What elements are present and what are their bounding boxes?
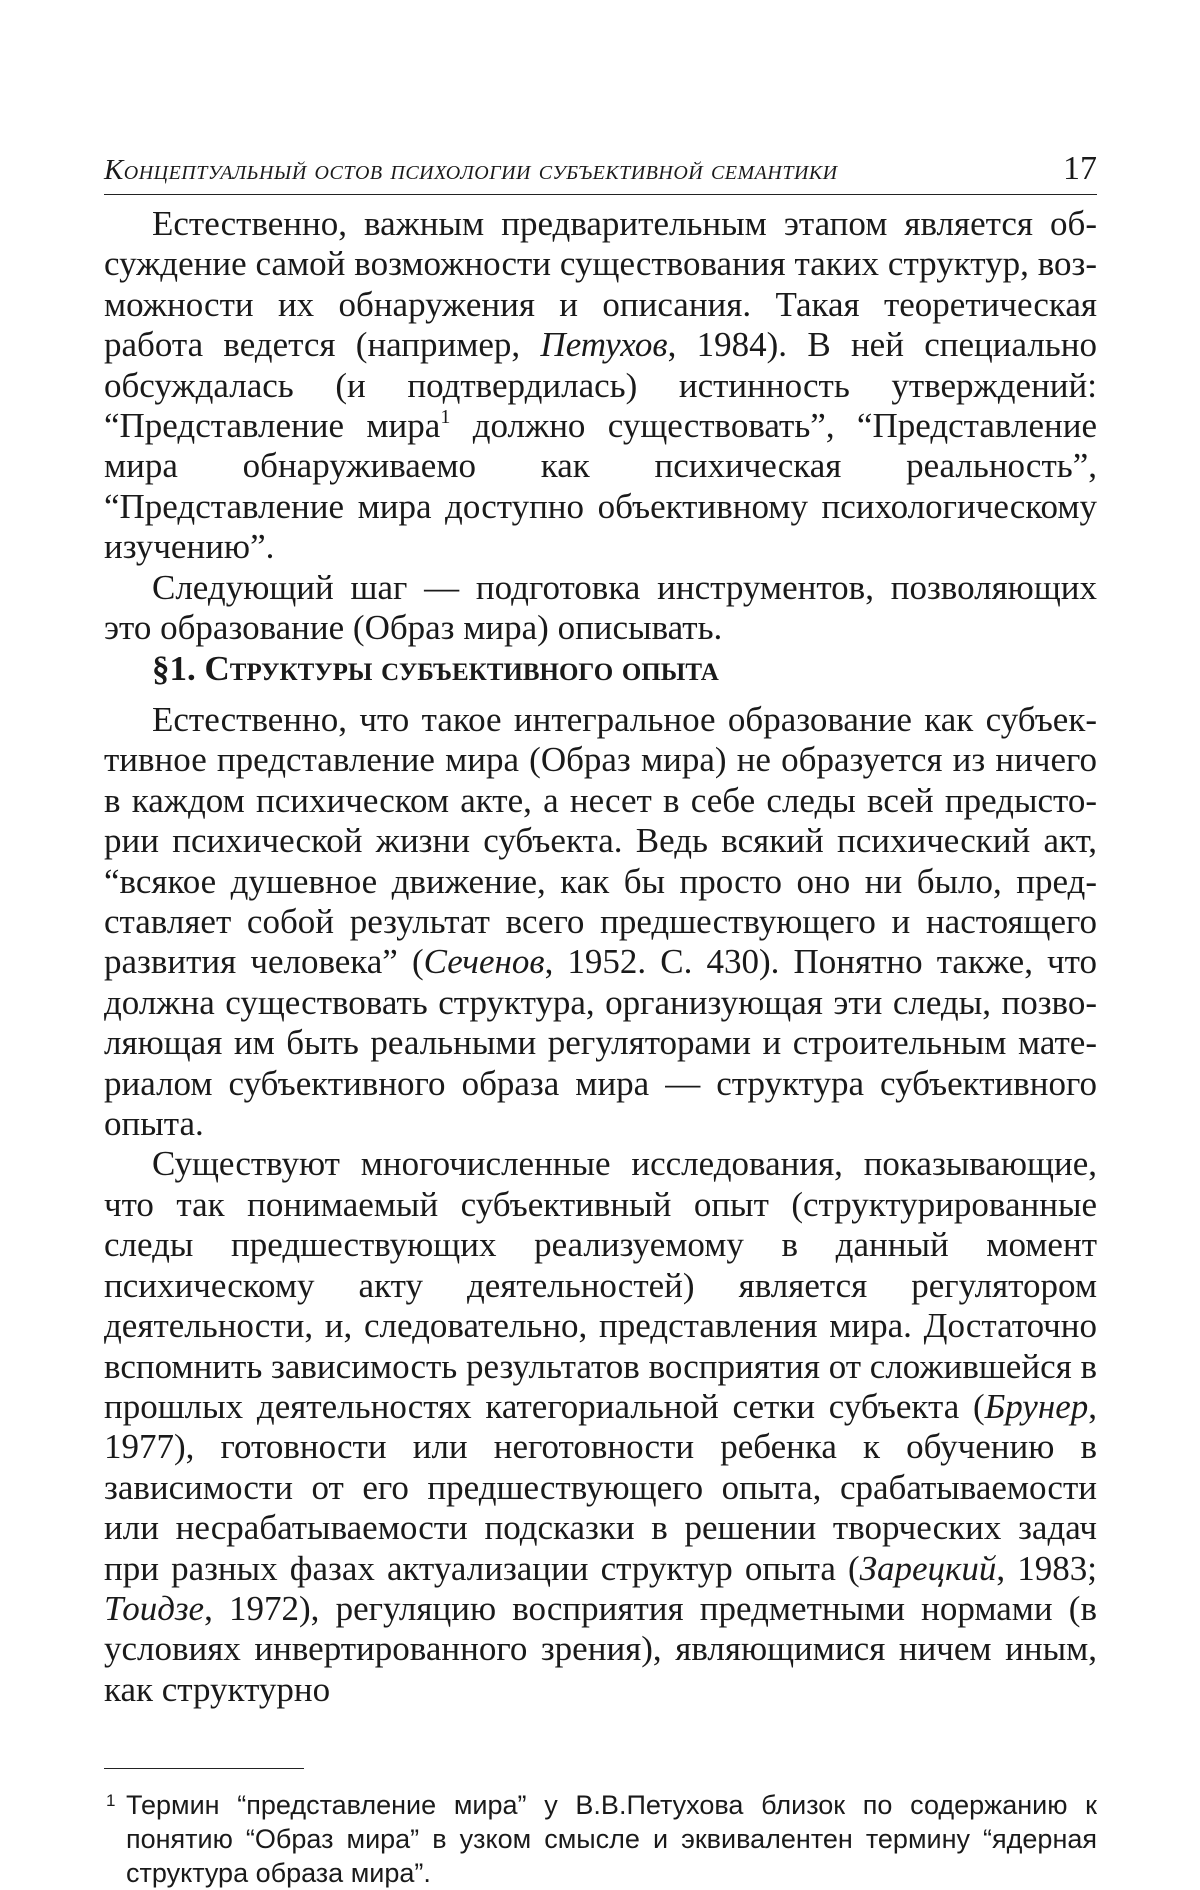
footnote-reference[interactable]: 1 [440,406,451,429]
text-run: , 1972), регуляцию восприятия предметными нормами (в условиях инвертированного зрения), являющимися ничем иным, как структурно [104,1588,1097,1709]
paragraph [104,204,1097,568]
text-run: , 1983; [996,1548,1097,1588]
footnote-divider [104,1768,304,1769]
paragraph [104,1144,1097,1710]
text-run: должно существовать”, “Представление мира обнаруживаемо как психическая реальность”, “Представление мира доступно объективному психологическому изучению”. [104,406,1097,567]
section-text [104,700,1097,1710]
intro-text [104,204,1097,648]
text-run: Существуют многочисленные исследования, показывающие, что так понимаемый субъективный опыт (структурированные следы предшествующих реализуемому в данный момент психическому акту деятельностей) является регулятором деятельности, и, следовательно, представления мира. Достаточно вспомнить зависимость результатов восприятия от сложившейся в прошлых деятельностях категориальной сетки субъекта ( [104,1144,1097,1426]
paragraph: Следующий шаг — подготовка инструментов, позволяющих это образование (Образ мира) описывать. [104,567,1097,648]
page-number: 17 [1063,150,1097,187]
author-citation: Зарецкий [859,1548,997,1588]
footnote-text: Термин “представление мира” у В.В.Петухова близок по содержанию к понятию “Образ мира” в узком смысле и эквивалентен термину “ядерная структура образа мира”. [126,1790,1097,1888]
author-citation: Тоидзе [104,1588,205,1628]
text-run: Естественно, важным предварительным этапом является обсуждение самой возможности существования таких структур, возможности их обнаружения и описания. Такая теоретическая работа ведется (например, [104,204,1097,365]
running-title: Концептуальный остов психологии субъективной семантики [104,154,838,186]
author-citation: Петухов [540,325,668,365]
author-citation: Сеченов [423,942,545,982]
footnote-marker: 1 [106,1791,116,1810]
paragraph [104,700,1097,1144]
section-heading: §1. Структуры субъективного опыта [152,649,719,688]
text-run: , 1984). В ней специально обсуждалась (и подтвердилась) истинность утверждений: “Представление мира [104,325,1097,446]
footnote [104,1788,1097,1890]
author-citation: Брунер [984,1386,1089,1426]
text-run: Естественно, что такое интегральное образование как субъективное представление мира (Образ мира) не образуется из ничего в каждом психическом акте, а несет в себе следы всей предыстории психической жизни субъекта. Ведь всякий психический акт, “всякое душевное движение, как бы просто оно ни было, представляет собой результат всего предшествующего и настоящего развития человека” ( [104,700,1097,982]
text-run: , 1977), готовности или неготовности ребенка к обучению в зависимости от его предшествующего опыта, срабатываемости или несрабатываемости подсказки в решении творческих задач при разных фазах актуализации структур опыта ( [104,1386,1097,1588]
text-run: , 1952. С. 430). Понятно также, что должна существовать структура, организующая эти следы, позволяющая им быть реальными регуляторами и строительным материалом субъективного образа мира — структура субъективного опыта. [104,942,1097,1144]
running-head [104,150,1097,195]
